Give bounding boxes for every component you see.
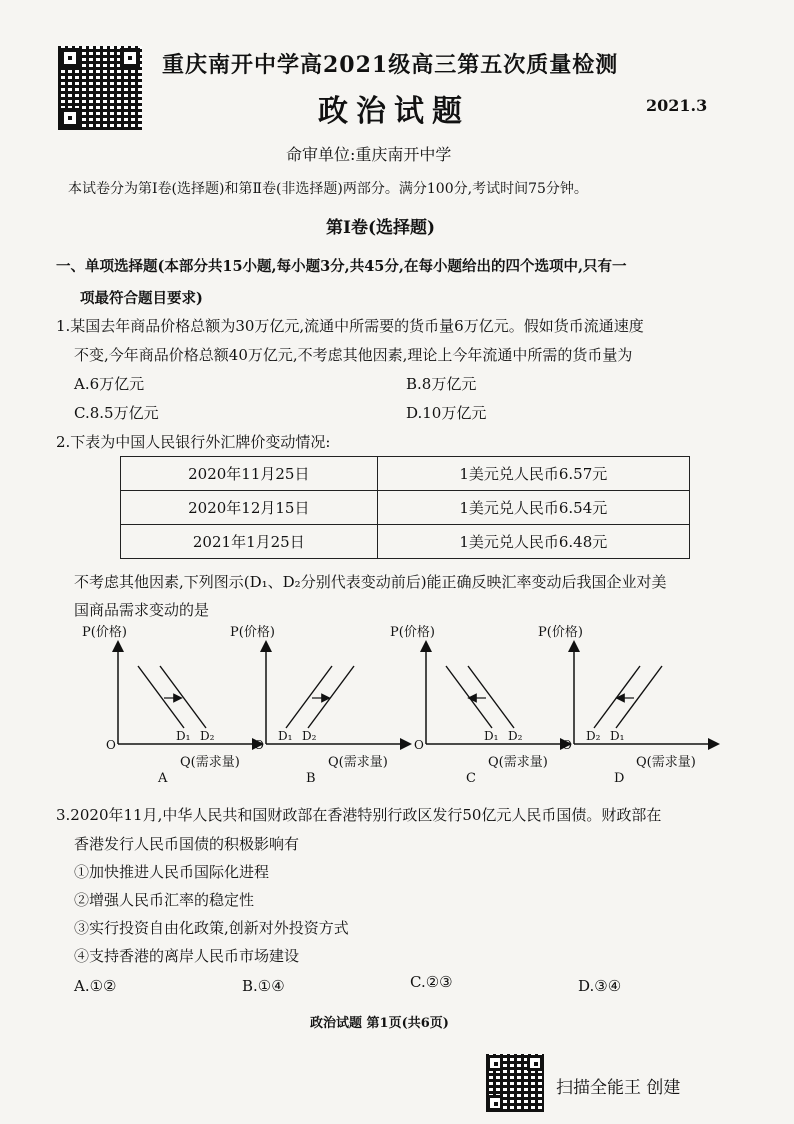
x-axis-label: Q(需求量) [328,755,388,770]
q1-option-a[interactable]: A.6万亿元 [74,375,145,393]
y-axis-label: P(价格) [538,625,583,640]
origin-label: O [254,738,264,752]
q1-option-d[interactable]: D.10万亿元 [406,404,487,422]
q3-item-1: ①加快推进人民币国际化进程 [74,863,270,881]
curve-label: D₁ [610,729,625,743]
graph-option-label: A [158,771,168,786]
demand-curve [286,666,332,728]
curve-label: D₂ [200,729,215,743]
compile-unit: 命审单位:重庆南开中学 [286,145,452,164]
origin-label: O [414,738,424,752]
table-row [121,457,690,491]
demand-graphs [0,620,794,790]
qr-code-scanner [486,1054,544,1112]
section-instruction-cont: 项最符合题目要求) [80,290,203,307]
demand-curve [616,666,662,728]
subject-title: 政治试题 [318,94,470,129]
curve-label: D₂ [302,729,317,743]
table-row [121,491,690,525]
q3-option-d[interactable]: D.③④ [578,977,622,995]
page-footer: 政治试题 第1页(共6页) [310,1016,449,1031]
table-cell-date: 2020年12月15日 [121,491,378,525]
graph-option-label: C [466,771,476,786]
graph-option-label: B [306,771,316,786]
exam-title: 重庆南开中学高2021级高三第五次质量检测 [162,52,619,78]
q3-option-b[interactable]: B.①④ [242,977,285,995]
demand-curve [308,666,354,728]
demand-graph-c [390,624,566,786]
graph-option-label: D [614,771,625,786]
section-instruction: 一、单项选择题(本部分共15小题,每小题3分,共45分,在每小题给出的四个选项中,只有一 [56,258,627,275]
y-axis-label: P(价格) [390,625,435,640]
q2-question: 不考虑其他因素,下列图示(D₁、D₂分别代表变动前后)能正确反映汇率变动后我国企业对美 [74,573,667,591]
q1-stem: 1.某国去年商品价格总额为30万亿元,流通中所需要的货币量6万亿元。假如货币流通速度 [56,317,644,335]
table-row [121,525,690,559]
x-axis-label: Q(需求量) [636,755,696,770]
exam-date: 2021.3 [646,96,708,115]
y-axis-label: P(价格) [82,625,127,640]
x-axis-label: Q(需求量) [180,755,240,770]
q1-option-b[interactable]: B.8万亿元 [406,375,477,393]
demand-curve [160,666,206,728]
table-cell-date: 2021年1月25日 [121,525,378,559]
qr-code-top [58,46,142,130]
q3-stem-cont: 香港发行人民币国债的积极影响有 [74,835,300,853]
curve-label: D₁ [278,729,293,743]
curve-label: D₂ [508,729,523,743]
q3-item-4: ④支持香港的离岸人民币市场建设 [74,947,300,965]
demand-curve [446,666,492,728]
x-axis-label: Q(需求量) [488,755,548,770]
q2-stem: 2.下表为中国人民银行外汇牌价变动情况: [56,433,331,451]
q2-question-cont: 国商品需求变动的是 [74,601,210,619]
demand-curve [468,666,514,728]
table-cell-rate: 1美元兑人民币6.54元 [377,491,689,525]
exam-intro: 本试卷分为第Ⅰ卷(选择题)和第Ⅱ卷(非选择题)两部分。满分100分,考试时间75分钟。 [68,181,588,197]
section-title: 第Ⅰ卷(选择题) [326,218,436,238]
exchange-rate-table [120,456,690,559]
table-cell-rate: 1美元兑人民币6.57元 [377,457,689,491]
q1-option-c[interactable]: C.8.5万亿元 [74,404,159,422]
q3-item-3: ③实行投资自由化政策,创新对外投资方式 [74,919,349,937]
curve-label: D₁ [484,729,499,743]
demand-graph-b [230,624,406,786]
table-cell-rate: 1美元兑人民币6.48元 [377,525,689,559]
q3-option-c[interactable]: C.②③ [410,973,453,991]
demand-curve [138,666,184,728]
curve-label: D₂ [586,729,601,743]
demand-graph-d [538,624,714,786]
scanner-watermark: 扫描全能王 创建 [556,1078,681,1098]
q3-option-a[interactable]: A.①② [74,977,117,995]
origin-label: O [106,738,116,752]
origin-label: O [562,738,572,752]
q1-stem-cont: 不变,今年商品价格总额40万亿元,不考虑其他因素,理论上今年流通中所需的货币量为 [74,346,633,364]
curve-label: D₁ [176,729,191,743]
demand-graph-a [82,624,258,786]
table-cell-date: 2020年11月25日 [121,457,378,491]
q3-item-2: ②增强人民币汇率的稳定性 [74,891,255,909]
demand-curve [594,666,640,728]
y-axis-label: P(价格) [230,625,275,640]
q3-stem: 3.2020年11月,中华人民共和国财政部在香港特别行政区发行50亿元人民币国债。财政部在 [56,806,662,824]
